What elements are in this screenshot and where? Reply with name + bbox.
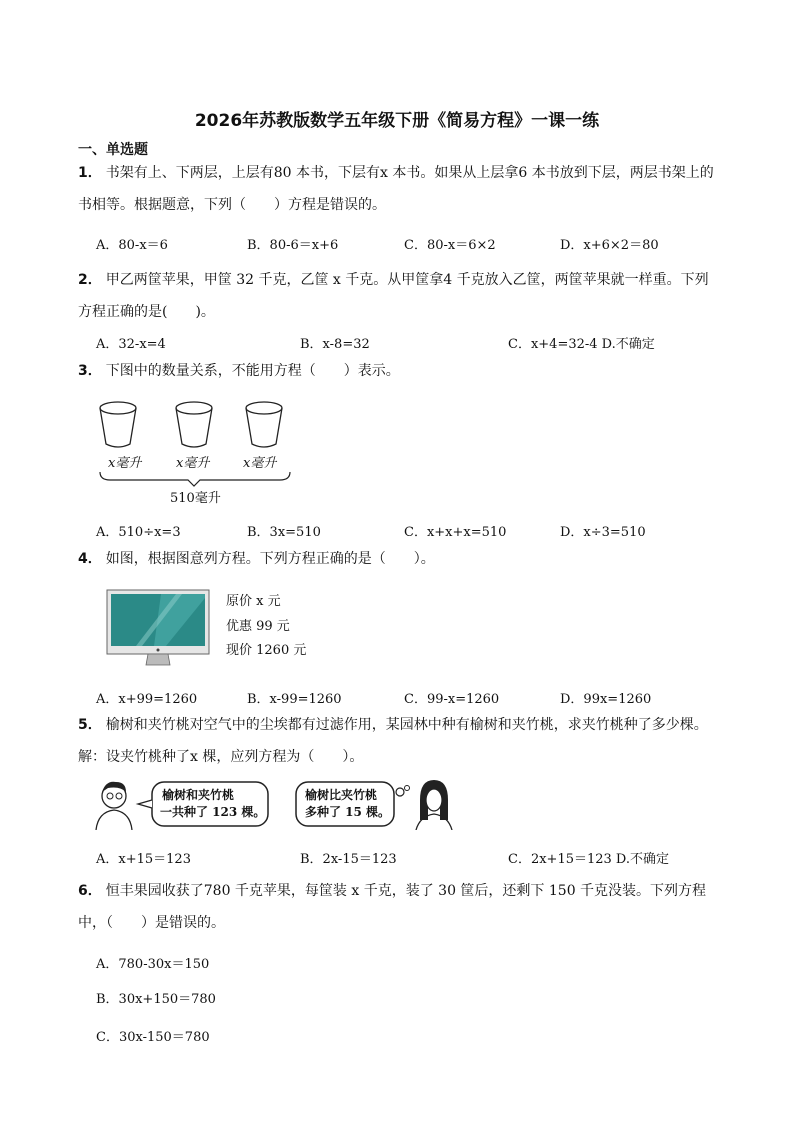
monitor-icon <box>106 589 210 669</box>
dialogue-figure <box>94 778 474 830</box>
question-1-text: 书架有上、下两层，上层有80 本书，下层有x 本书。如果从上层拿6 本书放到下层，两层书架上的书相等。根据题意，下列（ ）方程是错误的。 <box>78 165 714 213</box>
q3-option-c: C．x+x+x=510 <box>404 525 507 540</box>
question-2-text: 甲乙两筐苹果，甲筐 32 千克，乙筐 x 千克。从甲筐拿4 千克放入乙筐，两筐苹果就一样重。下列方程正确的是( )。 <box>78 272 709 320</box>
cup-3 <box>246 402 282 447</box>
question-6 <box>78 875 718 939</box>
q1-option-a: A．80-x＝6 <box>96 238 168 253</box>
current-price-line: 现价 1260 元 <box>226 643 307 658</box>
page-title: 2026年苏教版数学五年级下册《简易方程》一课一练 <box>194 111 600 131</box>
question-4 <box>78 543 718 575</box>
q3-option-a: A．510÷x=3 <box>96 525 181 540</box>
original-price-line: 原价 x 元 <box>226 594 281 609</box>
q5-option-a: A．x+15＝123 <box>96 852 191 867</box>
cup-2-label: x毫升 <box>176 456 210 471</box>
question-3-number: 3． <box>78 363 102 379</box>
cup-3-label: x毫升 <box>243 456 277 471</box>
question-1 <box>78 157 718 221</box>
q4-option-a: A．x+99=1260 <box>96 692 198 707</box>
discount-line: 优惠 99 元 <box>226 619 290 634</box>
q3-option-b: B．3x=510 <box>247 525 321 540</box>
q6-option-a: A．780-30x＝150 <box>96 957 210 972</box>
q2-option-a: A．32-x=4 <box>96 337 166 352</box>
bubble-1-line-2: 一共种了 123 棵。 <box>160 805 266 819</box>
total-label: 510毫升 <box>170 491 221 506</box>
question-2 <box>78 264 718 328</box>
cup-1 <box>100 402 136 447</box>
bubble-2-line-2: 多种了 15 棵。 <box>305 805 391 819</box>
question-4-number: 4． <box>78 551 102 567</box>
boy-avatar-icon <box>96 782 132 830</box>
q4-option-c: C．99-x=1260 <box>404 692 500 707</box>
q6-option-b: B．30x+150＝780 <box>96 992 216 1007</box>
q5-option-b: B．2x-15＝123 <box>300 852 397 867</box>
question-5 <box>78 709 718 773</box>
question-2-number: 2． <box>78 272 102 288</box>
question-3-text: 下图中的数量关系，不能用方程（ ）表示。 <box>105 363 400 379</box>
question-6-number: 6． <box>78 883 102 899</box>
q2-option-b: B．x-8=32 <box>300 337 370 352</box>
bubble-2-line-1: 榆树比夹竹桃 <box>305 788 378 802</box>
q6-option-c: C．30x-150＝780 <box>96 1030 210 1045</box>
q1-option-b: B．80-6＝x+6 <box>247 238 339 253</box>
question-1-number: 1． <box>78 165 102 181</box>
q4-option-b: B．x-99=1260 <box>247 692 342 707</box>
question-6-text: 恒丰果园收获了780 千克苹果，每筐装 x 千克，装了 30 筐后，还剩下 150 千克没装。下列方程中，（ ）是错误的。 <box>78 883 707 931</box>
q1-option-c: C．80-x＝6×2 <box>404 238 496 253</box>
q1-option-d: D．x+6×2＝80 <box>560 238 659 253</box>
question-3 <box>78 355 718 387</box>
bubble-1-line-1: 榆树和夹竹桃 <box>162 788 235 802</box>
section-heading: 一、单选题 <box>78 142 148 158</box>
q2-option-c: C．x+4=32-4 D.不确定 <box>508 337 655 352</box>
q5-option-c: C．2x+15＝123 D.不确定 <box>508 852 670 867</box>
question-5-text: 榆树和夹竹桃对空气中的尘埃都有过滤作用，某园林中种有榆树和夹竹桃，求夹竹桃种了多少棵。解：设夹竹桃种了x 棵，应列方程为（ ）。 <box>78 717 708 765</box>
cup-2 <box>176 402 212 447</box>
cup-1-label: x毫升 <box>108 456 142 471</box>
question-4-text: 如图，根据图意列方程。下列方程正确的是（ ）。 <box>105 551 435 567</box>
total-brace <box>100 472 290 486</box>
q4-option-d: D．99x=1260 <box>560 692 652 707</box>
question-5-number: 5． <box>78 717 102 733</box>
q3-option-d: D．x÷3=510 <box>560 525 646 540</box>
girl-avatar-icon <box>416 780 452 830</box>
